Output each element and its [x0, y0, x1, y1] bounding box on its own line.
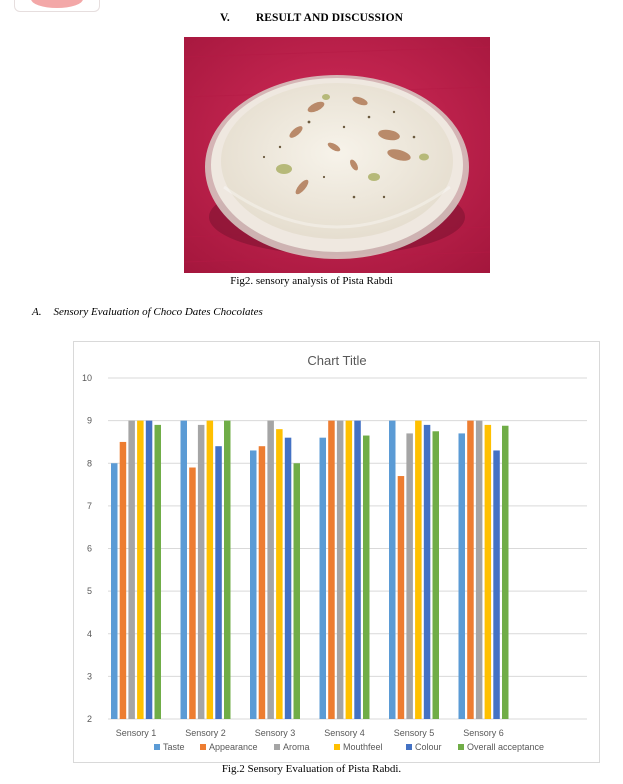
y-tick-label: 6: [86, 543, 92, 554]
bar: [128, 421, 135, 719]
y-tick-label: 9: [86, 415, 92, 426]
bar: [198, 425, 205, 719]
bar: [276, 429, 283, 719]
bar: [146, 421, 153, 719]
bar: [467, 421, 474, 719]
y-tick-label: 3: [86, 671, 92, 682]
x-tick-label: Sensory 3: [254, 728, 296, 738]
bar: [398, 476, 405, 719]
legend-swatch: [200, 744, 206, 750]
bar: [502, 426, 509, 719]
bar: [215, 446, 222, 719]
chart-frame: [73, 341, 600, 763]
bar: [137, 421, 144, 719]
chart-caption: Fig.2 Sensory Evaluation of Pista Rabdi.: [221, 763, 402, 775]
bar: [476, 421, 483, 719]
bar: [346, 421, 353, 719]
x-tick-label: Sensory 4: [324, 728, 365, 738]
bar: [267, 421, 274, 719]
x-tick-label: Sensory 2: [185, 728, 226, 738]
legend-label: Colour: [415, 742, 442, 752]
legend-label: Mouthfeel: [343, 742, 383, 752]
bar: [415, 421, 422, 719]
pista-rabdi-photo: [184, 37, 490, 273]
bar: [207, 421, 214, 719]
journal-logo: [14, 0, 100, 12]
bar: [224, 421, 231, 719]
y-tick-label: 4: [86, 628, 92, 639]
y-tick-label: 8: [86, 458, 92, 469]
legend-swatch: [274, 744, 280, 750]
bar: [389, 421, 396, 719]
sensory-bar-chart: [74, 342, 601, 764]
bar: [485, 425, 492, 719]
section-heading: [0, 12, 623, 24]
chart-title: Chart Title: [307, 353, 367, 368]
legend-label: Aroma: [283, 742, 310, 752]
legend-label: Taste: [163, 742, 185, 752]
bar: [337, 421, 344, 719]
bar: [181, 421, 188, 719]
bar: [294, 463, 301, 719]
bar: [354, 421, 361, 719]
x-tick-label: Sensory 1: [115, 728, 157, 738]
bar: [259, 446, 266, 719]
y-tick-label: 2: [86, 714, 92, 724]
legend-swatch: [406, 744, 412, 750]
bar: [363, 436, 370, 719]
legend-label: Appearance: [209, 742, 258, 752]
bar: [120, 442, 127, 719]
section-number: V.: [219, 12, 230, 24]
legend-swatch: [334, 744, 340, 750]
subsection-title: Sensory Evaluation of Choco Dates Chocolates: [53, 306, 263, 318]
bar: [459, 433, 466, 719]
x-tick-label: Sensory 6: [463, 728, 504, 738]
y-tick-label: 10: [81, 373, 92, 383]
section-title: RESULT AND DISCUSSION: [255, 12, 404, 24]
bar: [328, 421, 335, 719]
y-tick-label: 5: [86, 586, 92, 597]
bar: [189, 468, 196, 719]
photo-caption: Fig2. sensory analysis of Pista Rabdi: [230, 275, 393, 287]
bar: [250, 450, 257, 719]
bar: [285, 438, 292, 719]
bar: [155, 425, 162, 719]
legend-swatch: [458, 744, 464, 750]
bar: [320, 438, 327, 719]
bar: [424, 425, 431, 719]
bar: [433, 431, 440, 719]
bar: [111, 463, 118, 719]
bar: [493, 450, 500, 719]
bar: [406, 433, 413, 719]
subsection-heading: [32, 306, 263, 318]
subsection-number: A.: [32, 306, 42, 318]
legend-swatch: [154, 744, 160, 750]
y-tick-label: 7: [86, 500, 92, 511]
legend-label: Overall acceptance: [467, 742, 545, 752]
x-tick-label: Sensory 5: [393, 728, 435, 738]
